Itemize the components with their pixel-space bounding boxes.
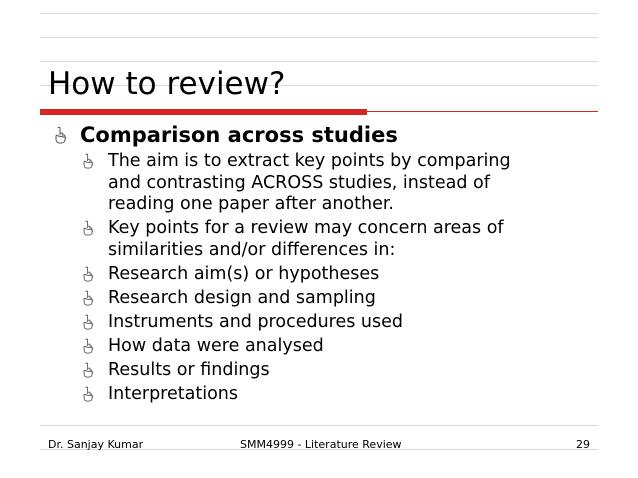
sub-bullet-line: and contrasting ACROSS studies, instead of (108, 172, 490, 193)
pointing-hand-icon (54, 126, 68, 144)
sub-bullet-line: How data were analysed (108, 335, 324, 356)
pointing-hand-icon (82, 362, 95, 378)
pointing-hand-icon (82, 386, 95, 402)
sub-bullet-line: The aim is to extract key points by comparing (108, 151, 511, 171)
sub-bullet-line: Instruments and procedures used (108, 311, 404, 332)
pointing-hand-icon (82, 220, 95, 236)
footer-author: Dr. Sanjay Kumar (48, 438, 144, 451)
heading-bullet: Comparison across studies (80, 123, 398, 147)
sub-bullet-line: Key points for a review may concern areas of (108, 218, 504, 238)
title-underline-rule (367, 111, 598, 112)
slide-title: How to review? (48, 66, 286, 102)
pointing-hand-icon (82, 266, 95, 282)
sub-bullet-line: Research design and sampling (108, 287, 376, 308)
pointing-hand-icon (82, 338, 95, 354)
sub-bullet-line: Research aim(s) or hypotheses (108, 263, 380, 284)
footer-course: SMM4999 - Literature Review (240, 438, 402, 451)
sub-bullet-line: Interpretations (108, 383, 238, 404)
title-underline-bar (40, 109, 367, 115)
pointing-hand-icon (82, 314, 95, 330)
sub-bullet-line: reading one paper after another. (108, 194, 394, 214)
pointing-hand-icon (82, 153, 95, 169)
pointing-hand-icon (82, 290, 95, 306)
footer-page-number: 29 (576, 438, 590, 451)
sub-bullet-line: Results or findings (108, 359, 270, 380)
sub-bullet-line: similarities and/or differences in: (108, 239, 396, 260)
